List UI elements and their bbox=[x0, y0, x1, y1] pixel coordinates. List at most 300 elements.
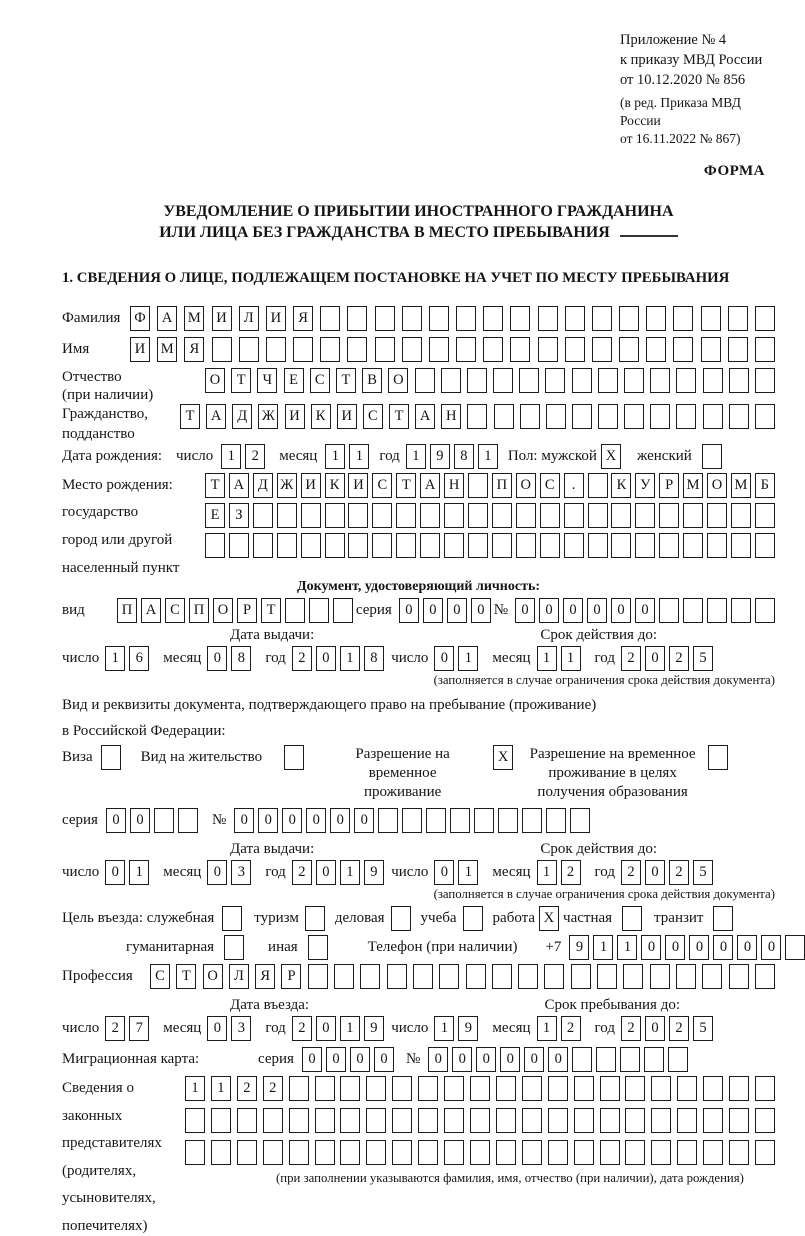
char-box[interactable]: 1 bbox=[458, 860, 478, 885]
char-box[interactable]: 1 bbox=[340, 860, 360, 885]
char-box[interactable]: 1 bbox=[211, 1076, 231, 1101]
char-box[interactable]: Б bbox=[755, 473, 775, 498]
char-box[interactable] bbox=[755, 503, 775, 528]
char-box[interactable] bbox=[470, 1108, 490, 1133]
char-box[interactable]: 2 bbox=[669, 860, 689, 885]
char-box[interactable]: К bbox=[311, 404, 331, 429]
char-box[interactable]: А bbox=[420, 473, 440, 498]
char-box[interactable] bbox=[625, 1140, 645, 1165]
char-box[interactable]: Л bbox=[239, 306, 259, 331]
char-box[interactable]: 0 bbox=[761, 935, 781, 960]
char-box[interactable] bbox=[522, 1140, 542, 1165]
char-box[interactable]: 2 bbox=[561, 860, 581, 885]
residence-permit-checkbox[interactable] bbox=[284, 745, 304, 770]
char-box[interactable]: 0 bbox=[316, 646, 336, 671]
char-box[interactable]: 0 bbox=[563, 598, 583, 623]
char-box[interactable]: П bbox=[492, 473, 512, 498]
char-box[interactable] bbox=[494, 404, 514, 429]
char-box[interactable]: И bbox=[266, 306, 286, 331]
char-box[interactable] bbox=[205, 533, 225, 558]
char-box[interactable] bbox=[673, 306, 693, 331]
char-box[interactable]: С bbox=[372, 473, 392, 498]
purpose-study-checkbox[interactable] bbox=[463, 906, 483, 931]
char-box[interactable]: 1 bbox=[221, 444, 241, 469]
char-box[interactable]: 0 bbox=[306, 808, 326, 833]
char-box[interactable] bbox=[564, 503, 584, 528]
char-box[interactable] bbox=[468, 503, 488, 528]
edu-residence-permit-checkbox[interactable] bbox=[708, 745, 728, 770]
char-box[interactable] bbox=[676, 964, 696, 989]
char-box[interactable]: Р bbox=[237, 598, 257, 623]
char-box[interactable] bbox=[366, 1108, 386, 1133]
char-box[interactable]: 1 bbox=[478, 444, 498, 469]
purpose-official-checkbox[interactable] bbox=[222, 906, 242, 931]
char-box[interactable]: Т bbox=[176, 964, 196, 989]
char-box[interactable] bbox=[308, 964, 328, 989]
char-box[interactable] bbox=[320, 337, 340, 362]
char-box[interactable]: И bbox=[348, 473, 368, 498]
char-box[interactable] bbox=[540, 503, 560, 528]
char-box[interactable]: О bbox=[388, 368, 408, 393]
char-box[interactable] bbox=[466, 964, 486, 989]
char-box[interactable] bbox=[375, 306, 395, 331]
char-box[interactable] bbox=[237, 1140, 257, 1165]
char-box[interactable] bbox=[467, 368, 487, 393]
char-box[interactable] bbox=[277, 533, 297, 558]
char-box[interactable] bbox=[677, 1076, 697, 1101]
char-box[interactable]: 0 bbox=[539, 598, 559, 623]
char-box[interactable] bbox=[315, 1076, 335, 1101]
char-box[interactable]: 5 bbox=[693, 1016, 713, 1041]
char-box[interactable] bbox=[348, 503, 368, 528]
sex-female-checkbox[interactable] bbox=[702, 444, 722, 469]
char-box[interactable] bbox=[597, 964, 617, 989]
char-box[interactable] bbox=[492, 964, 512, 989]
char-box[interactable] bbox=[402, 306, 422, 331]
char-box[interactable] bbox=[334, 964, 354, 989]
char-box[interactable] bbox=[492, 503, 512, 528]
char-box[interactable] bbox=[564, 533, 584, 558]
char-box[interactable] bbox=[520, 404, 540, 429]
char-box[interactable] bbox=[154, 808, 174, 833]
char-box[interactable]: 1 bbox=[617, 935, 637, 960]
char-box[interactable]: 1 bbox=[349, 444, 369, 469]
char-box[interactable]: 2 bbox=[292, 646, 312, 671]
char-box[interactable] bbox=[624, 368, 644, 393]
char-box[interactable] bbox=[659, 503, 679, 528]
char-box[interactable] bbox=[325, 533, 345, 558]
char-box[interactable] bbox=[755, 1108, 775, 1133]
char-box[interactable]: 0 bbox=[447, 598, 467, 623]
char-box[interactable]: Ф bbox=[130, 306, 150, 331]
char-box[interactable] bbox=[683, 503, 703, 528]
char-box[interactable] bbox=[360, 964, 380, 989]
char-box[interactable]: Т bbox=[261, 598, 281, 623]
char-box[interactable]: О bbox=[707, 473, 727, 498]
char-box[interactable] bbox=[366, 1140, 386, 1165]
char-box[interactable] bbox=[402, 337, 422, 362]
char-box[interactable] bbox=[263, 1140, 283, 1165]
char-box[interactable] bbox=[650, 368, 670, 393]
char-box[interactable] bbox=[755, 337, 775, 362]
char-box[interactable] bbox=[456, 306, 476, 331]
char-box[interactable] bbox=[444, 1108, 464, 1133]
char-box[interactable]: 1 bbox=[129, 860, 149, 885]
char-box[interactable]: И bbox=[301, 473, 321, 498]
char-box[interactable] bbox=[444, 503, 464, 528]
char-box[interactable] bbox=[392, 1140, 412, 1165]
char-box[interactable] bbox=[229, 533, 249, 558]
char-box[interactable]: Т bbox=[205, 473, 225, 498]
char-box[interactable]: П bbox=[189, 598, 209, 623]
char-box[interactable] bbox=[635, 503, 655, 528]
purpose-private-checkbox[interactable] bbox=[622, 906, 642, 931]
char-box[interactable] bbox=[619, 337, 639, 362]
char-box[interactable] bbox=[646, 337, 666, 362]
char-box[interactable]: Т bbox=[180, 404, 200, 429]
char-box[interactable] bbox=[516, 503, 536, 528]
char-box[interactable]: 0 bbox=[645, 646, 665, 671]
char-box[interactable]: 1 bbox=[537, 646, 557, 671]
char-box[interactable] bbox=[676, 368, 696, 393]
char-box[interactable]: О bbox=[205, 368, 225, 393]
char-box[interactable]: 2 bbox=[621, 646, 641, 671]
char-box[interactable] bbox=[623, 964, 643, 989]
char-box[interactable] bbox=[538, 306, 558, 331]
char-box[interactable] bbox=[707, 598, 727, 623]
char-box[interactable]: 0 bbox=[645, 1016, 665, 1041]
char-box[interactable]: 0 bbox=[316, 860, 336, 885]
char-box[interactable] bbox=[340, 1076, 360, 1101]
char-box[interactable] bbox=[546, 404, 566, 429]
char-box[interactable] bbox=[598, 404, 618, 429]
char-box[interactable]: 0 bbox=[587, 598, 607, 623]
char-box[interactable] bbox=[651, 1140, 671, 1165]
char-box[interactable] bbox=[625, 1108, 645, 1133]
char-box[interactable] bbox=[309, 598, 329, 623]
char-box[interactable] bbox=[600, 1108, 620, 1133]
char-box[interactable] bbox=[624, 404, 644, 429]
char-box[interactable] bbox=[522, 808, 542, 833]
char-box[interactable]: 0 bbox=[399, 598, 419, 623]
char-box[interactable] bbox=[544, 964, 564, 989]
visa-checkbox[interactable] bbox=[101, 745, 121, 770]
char-box[interactable] bbox=[676, 404, 696, 429]
char-box[interactable] bbox=[185, 1108, 205, 1133]
char-box[interactable] bbox=[285, 598, 305, 623]
char-box[interactable] bbox=[426, 808, 446, 833]
char-box[interactable]: 0 bbox=[330, 808, 350, 833]
char-box[interactable]: 0 bbox=[258, 808, 278, 833]
char-box[interactable]: 2 bbox=[292, 1016, 312, 1041]
char-box[interactable] bbox=[646, 306, 666, 331]
char-box[interactable] bbox=[755, 1076, 775, 1101]
char-box[interactable] bbox=[683, 533, 703, 558]
char-box[interactable] bbox=[348, 533, 368, 558]
char-box[interactable]: 2 bbox=[237, 1076, 257, 1101]
char-box[interactable] bbox=[468, 533, 488, 558]
char-box[interactable]: М bbox=[683, 473, 703, 498]
char-box[interactable]: 0 bbox=[207, 1016, 227, 1041]
char-box[interactable] bbox=[546, 808, 566, 833]
char-box[interactable]: 0 bbox=[548, 1047, 568, 1072]
char-box[interactable] bbox=[439, 964, 459, 989]
char-box[interactable]: 0 bbox=[282, 808, 302, 833]
char-box[interactable] bbox=[212, 337, 232, 362]
char-box[interactable]: С bbox=[540, 473, 560, 498]
char-box[interactable] bbox=[701, 337, 721, 362]
char-box[interactable] bbox=[474, 808, 494, 833]
char-box[interactable]: 0 bbox=[130, 808, 150, 833]
char-box[interactable]: 2 bbox=[292, 860, 312, 885]
char-box[interactable]: 1 bbox=[340, 646, 360, 671]
char-box[interactable] bbox=[263, 1108, 283, 1133]
char-box[interactable]: 9 bbox=[364, 860, 384, 885]
char-box[interactable]: Д bbox=[232, 404, 252, 429]
char-box[interactable] bbox=[185, 1140, 205, 1165]
char-box[interactable] bbox=[574, 1140, 594, 1165]
char-box[interactable]: 9 bbox=[569, 935, 589, 960]
char-box[interactable]: И bbox=[337, 404, 357, 429]
char-box[interactable]: Р bbox=[281, 964, 301, 989]
char-box[interactable]: 0 bbox=[476, 1047, 496, 1072]
purpose-other-checkbox[interactable] bbox=[308, 935, 328, 960]
char-box[interactable] bbox=[429, 306, 449, 331]
char-box[interactable] bbox=[441, 368, 461, 393]
char-box[interactable]: 0 bbox=[350, 1047, 370, 1072]
char-box[interactable]: 8 bbox=[364, 646, 384, 671]
char-box[interactable] bbox=[211, 1140, 231, 1165]
char-box[interactable] bbox=[651, 1108, 671, 1133]
char-box[interactable] bbox=[510, 306, 530, 331]
char-box[interactable]: 2 bbox=[621, 1016, 641, 1041]
char-box[interactable]: М bbox=[184, 306, 204, 331]
temp-residence-permit-checkbox[interactable]: X bbox=[493, 745, 513, 770]
char-box[interactable] bbox=[378, 808, 398, 833]
char-box[interactable]: 7 bbox=[129, 1016, 149, 1041]
char-box[interactable]: А bbox=[229, 473, 249, 498]
char-box[interactable] bbox=[545, 368, 565, 393]
char-box[interactable] bbox=[468, 473, 488, 498]
char-box[interactable] bbox=[372, 533, 392, 558]
char-box[interactable] bbox=[420, 533, 440, 558]
char-box[interactable] bbox=[644, 1047, 664, 1072]
char-box[interactable] bbox=[392, 1108, 412, 1133]
char-box[interactable]: С bbox=[363, 404, 383, 429]
char-box[interactable]: 0 bbox=[471, 598, 491, 623]
char-box[interactable]: 2 bbox=[669, 1016, 689, 1041]
char-box[interactable] bbox=[600, 1076, 620, 1101]
char-box[interactable] bbox=[444, 533, 464, 558]
char-box[interactable] bbox=[729, 368, 749, 393]
char-box[interactable]: Я bbox=[293, 306, 313, 331]
char-box[interactable] bbox=[729, 404, 749, 429]
char-box[interactable]: 0 bbox=[500, 1047, 520, 1072]
char-box[interactable] bbox=[659, 598, 679, 623]
char-box[interactable] bbox=[572, 1047, 592, 1072]
char-box[interactable]: 3 bbox=[231, 1016, 251, 1041]
char-box[interactable] bbox=[703, 1108, 723, 1133]
char-box[interactable]: 1 bbox=[561, 646, 581, 671]
char-box[interactable]: 0 bbox=[434, 860, 454, 885]
char-box[interactable] bbox=[467, 404, 487, 429]
char-box[interactable] bbox=[755, 404, 775, 429]
char-box[interactable]: 5 bbox=[693, 860, 713, 885]
char-box[interactable] bbox=[572, 368, 592, 393]
char-box[interactable]: 3 bbox=[231, 860, 251, 885]
char-box[interactable] bbox=[538, 337, 558, 362]
char-box[interactable] bbox=[729, 1140, 749, 1165]
char-box[interactable] bbox=[456, 337, 476, 362]
char-box[interactable] bbox=[347, 337, 367, 362]
char-box[interactable] bbox=[289, 1108, 309, 1133]
char-box[interactable]: Т bbox=[231, 368, 251, 393]
char-box[interactable]: 0 bbox=[434, 646, 454, 671]
char-box[interactable]: И bbox=[212, 306, 232, 331]
char-box[interactable]: 0 bbox=[641, 935, 661, 960]
char-box[interactable]: 2 bbox=[561, 1016, 581, 1041]
char-box[interactable] bbox=[574, 1076, 594, 1101]
char-box[interactable]: У bbox=[635, 473, 655, 498]
char-box[interactable] bbox=[677, 1140, 697, 1165]
char-box[interactable] bbox=[702, 964, 722, 989]
char-box[interactable]: О bbox=[203, 964, 223, 989]
char-box[interactable]: 8 bbox=[231, 646, 251, 671]
char-box[interactable]: К bbox=[611, 473, 631, 498]
char-box[interactable] bbox=[483, 306, 503, 331]
char-box[interactable] bbox=[596, 1047, 616, 1072]
purpose-transit-checkbox[interactable] bbox=[713, 906, 733, 931]
char-box[interactable]: О bbox=[516, 473, 536, 498]
char-box[interactable] bbox=[396, 503, 416, 528]
char-box[interactable]: 1 bbox=[185, 1076, 205, 1101]
char-box[interactable]: И bbox=[130, 337, 150, 362]
char-box[interactable] bbox=[496, 1140, 516, 1165]
char-box[interactable] bbox=[673, 337, 693, 362]
char-box[interactable] bbox=[755, 306, 775, 331]
char-box[interactable] bbox=[392, 1076, 412, 1101]
char-box[interactable]: 2 bbox=[245, 444, 265, 469]
char-box[interactable] bbox=[415, 368, 435, 393]
purpose-tourism-checkbox[interactable] bbox=[305, 906, 325, 931]
char-box[interactable]: Л bbox=[229, 964, 249, 989]
char-box[interactable] bbox=[755, 1140, 775, 1165]
char-box[interactable] bbox=[598, 368, 618, 393]
char-box[interactable]: 0 bbox=[635, 598, 655, 623]
char-box[interactable] bbox=[651, 1076, 671, 1101]
char-box[interactable] bbox=[496, 1076, 516, 1101]
char-box[interactable]: 2 bbox=[621, 860, 641, 885]
char-box[interactable]: 6 bbox=[129, 646, 149, 671]
char-box[interactable]: 1 bbox=[593, 935, 613, 960]
char-box[interactable] bbox=[418, 1140, 438, 1165]
char-box[interactable] bbox=[729, 964, 749, 989]
char-box[interactable] bbox=[315, 1140, 335, 1165]
char-box[interactable] bbox=[315, 1108, 335, 1133]
char-box[interactable] bbox=[755, 964, 775, 989]
char-box[interactable]: 0 bbox=[689, 935, 709, 960]
char-box[interactable]: 9 bbox=[458, 1016, 478, 1041]
char-box[interactable]: 0 bbox=[515, 598, 535, 623]
char-box[interactable] bbox=[402, 808, 422, 833]
char-box[interactable]: С bbox=[310, 368, 330, 393]
char-box[interactable] bbox=[600, 1140, 620, 1165]
char-box[interactable]: Р bbox=[659, 473, 679, 498]
char-box[interactable]: 0 bbox=[452, 1047, 472, 1072]
char-box[interactable] bbox=[659, 533, 679, 558]
char-box[interactable] bbox=[493, 368, 513, 393]
char-box[interactable] bbox=[325, 503, 345, 528]
char-box[interactable] bbox=[755, 368, 775, 393]
char-box[interactable]: П bbox=[117, 598, 137, 623]
char-box[interactable] bbox=[444, 1076, 464, 1101]
char-box[interactable]: К bbox=[325, 473, 345, 498]
char-box[interactable] bbox=[333, 598, 353, 623]
char-box[interactable]: 0 bbox=[105, 860, 125, 885]
char-box[interactable] bbox=[703, 1076, 723, 1101]
char-box[interactable] bbox=[785, 935, 805, 960]
char-box[interactable]: 1 bbox=[105, 646, 125, 671]
char-box[interactable] bbox=[340, 1108, 360, 1133]
char-box[interactable] bbox=[396, 533, 416, 558]
char-box[interactable] bbox=[731, 533, 751, 558]
char-box[interactable] bbox=[418, 1108, 438, 1133]
char-box[interactable] bbox=[387, 964, 407, 989]
purpose-humanitarian-checkbox[interactable] bbox=[224, 935, 244, 960]
char-box[interactable]: Н bbox=[444, 473, 464, 498]
char-box[interactable] bbox=[650, 964, 670, 989]
char-box[interactable] bbox=[510, 337, 530, 362]
char-box[interactable]: 2 bbox=[669, 646, 689, 671]
char-box[interactable] bbox=[565, 337, 585, 362]
char-box[interactable]: Н bbox=[441, 404, 461, 429]
char-box[interactable] bbox=[420, 503, 440, 528]
char-box[interactable] bbox=[320, 306, 340, 331]
char-box[interactable] bbox=[498, 808, 518, 833]
char-box[interactable]: 0 bbox=[207, 646, 227, 671]
char-box[interactable]: З bbox=[229, 503, 249, 528]
char-box[interactable] bbox=[668, 1047, 688, 1072]
char-box[interactable] bbox=[277, 503, 297, 528]
char-box[interactable]: 2 bbox=[263, 1076, 283, 1101]
char-box[interactable] bbox=[470, 1140, 490, 1165]
char-box[interactable]: 0 bbox=[234, 808, 254, 833]
char-box[interactable] bbox=[703, 368, 723, 393]
char-box[interactable] bbox=[565, 306, 585, 331]
char-box[interactable]: Е bbox=[284, 368, 304, 393]
char-box[interactable] bbox=[450, 808, 470, 833]
char-box[interactable] bbox=[266, 337, 286, 362]
char-box[interactable] bbox=[683, 598, 703, 623]
char-box[interactable]: М bbox=[731, 473, 751, 498]
char-box[interactable]: 9 bbox=[430, 444, 450, 469]
char-box[interactable]: Я bbox=[255, 964, 275, 989]
char-box[interactable] bbox=[522, 1076, 542, 1101]
sex-male-checkbox[interactable]: X bbox=[601, 444, 621, 469]
char-box[interactable]: 0 bbox=[713, 935, 733, 960]
char-box[interactable] bbox=[518, 964, 538, 989]
char-box[interactable] bbox=[548, 1140, 568, 1165]
char-box[interactable] bbox=[211, 1108, 231, 1133]
char-box[interactable] bbox=[592, 306, 612, 331]
char-box[interactable] bbox=[707, 533, 727, 558]
char-box[interactable]: 0 bbox=[326, 1047, 346, 1072]
char-box[interactable] bbox=[571, 964, 591, 989]
char-box[interactable]: 0 bbox=[207, 860, 227, 885]
char-box[interactable]: С bbox=[150, 964, 170, 989]
char-box[interactable] bbox=[289, 1076, 309, 1101]
char-box[interactable]: Я bbox=[184, 337, 204, 362]
